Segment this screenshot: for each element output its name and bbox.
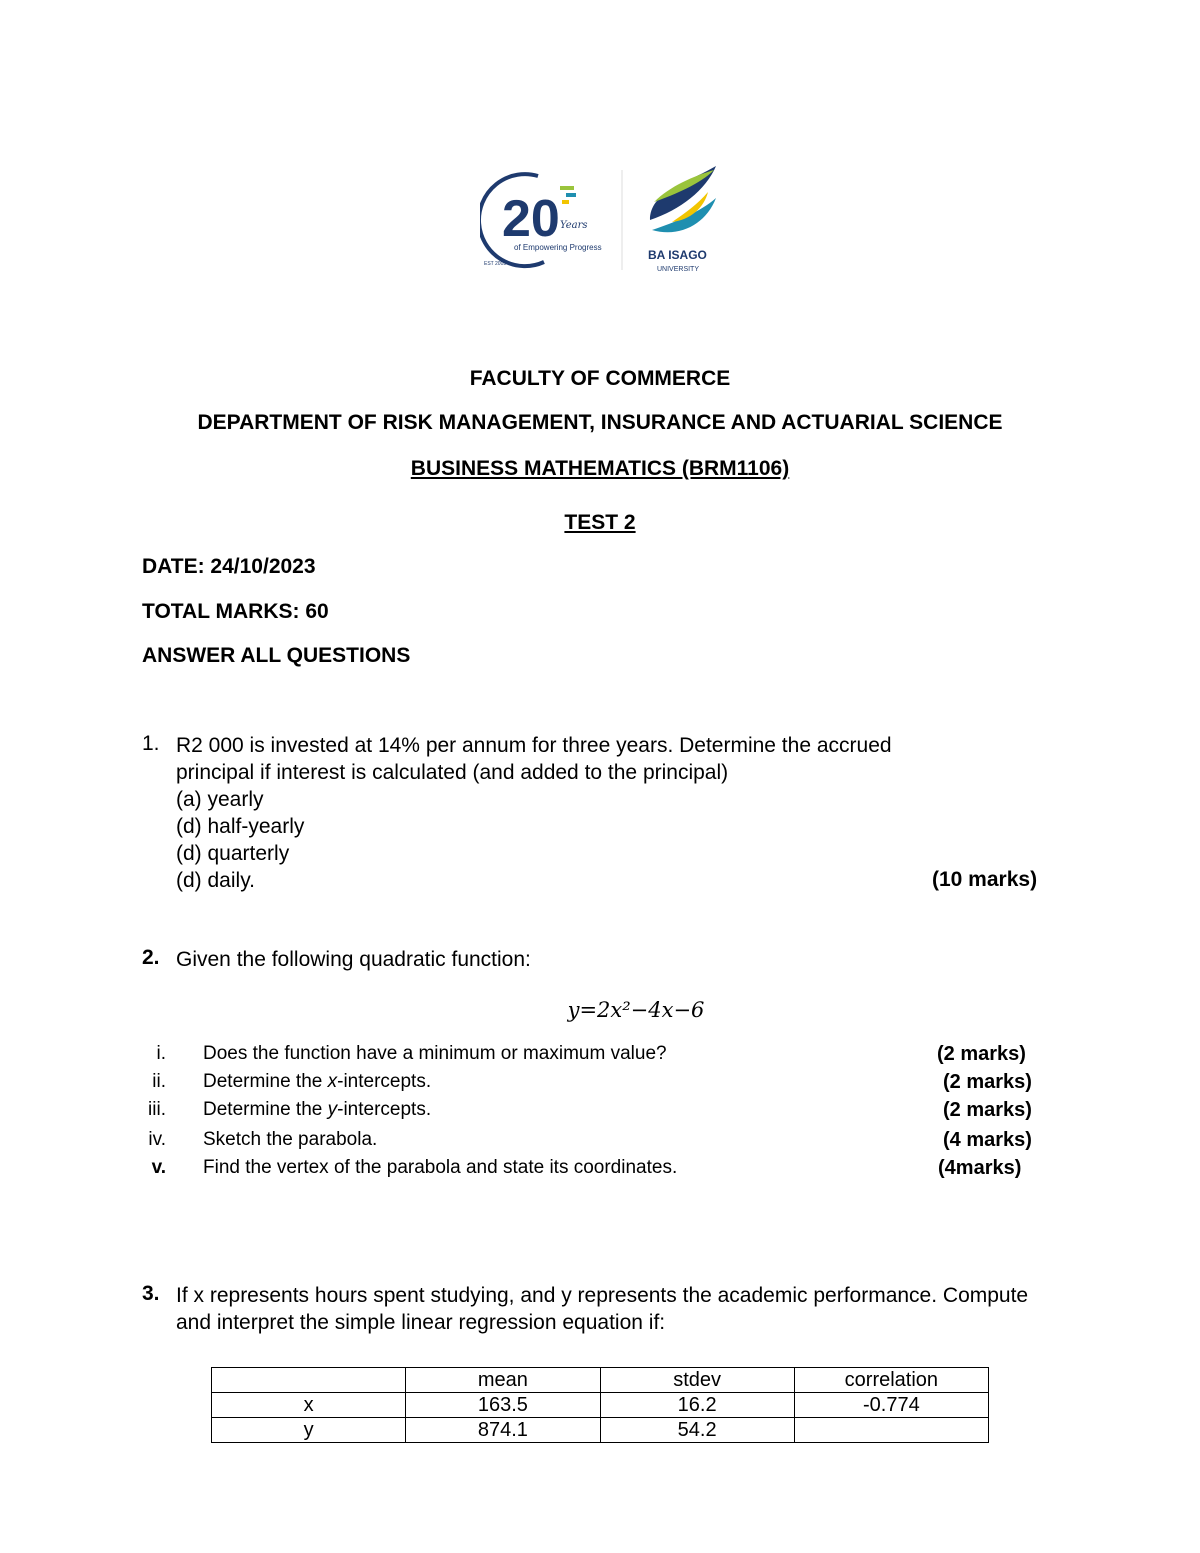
svg-text:Years: Years bbox=[560, 220, 588, 231]
q2-number: 2. bbox=[142, 946, 160, 969]
q2-item-text bbox=[203, 1043, 667, 1065]
quadratic-equation: y=2x²−4x−6 bbox=[567, 998, 705, 1022]
q1-part: (d) daily. bbox=[176, 869, 255, 892]
table-header-row bbox=[212, 1368, 989, 1393]
q1-marks: (10 marks) bbox=[932, 868, 1038, 891]
question-1 bbox=[176, 732, 892, 894]
course-title: BUSINESS MATHEMATICS (BRM1106) bbox=[410, 457, 790, 480]
header-logos bbox=[480, 162, 730, 280]
q2-item-text bbox=[203, 1129, 377, 1151]
ba-isago-logo bbox=[648, 166, 716, 273]
q2-item-numeral: iii. bbox=[148, 1099, 166, 1120]
q2-text: Given the following quadratic function: bbox=[176, 948, 531, 971]
regression-table bbox=[211, 1367, 989, 1443]
q2-item-text-post: -intercepts. bbox=[337, 1071, 432, 1092]
q2-item-numeral: iv. bbox=[148, 1129, 166, 1150]
table-cell: 54.2 bbox=[600, 1418, 794, 1443]
q2-item-text-pre: Does the function have a minimum or maximum value? bbox=[203, 1043, 667, 1064]
q2-item-text-post: -intercepts. bbox=[337, 1099, 432, 1120]
test-title-wrap bbox=[0, 511, 1200, 535]
test-title: TEST 2 bbox=[564, 511, 636, 534]
table-header-cell: correlation bbox=[794, 1368, 988, 1393]
exam-date: DATE: 24/10/2023 bbox=[142, 555, 316, 578]
q2-item-text-pre: Sketch the parabola. bbox=[203, 1129, 378, 1150]
q2-item-marks: (4 marks) bbox=[943, 1129, 1032, 1151]
svg-text:of Empowering Progress: of Empowering Progress bbox=[514, 243, 602, 252]
table-header-cell: stdev bbox=[600, 1368, 794, 1393]
q3-number: 3. bbox=[142, 1282, 160, 1305]
logos-graphic bbox=[480, 162, 730, 280]
q2-item-text bbox=[203, 1071, 431, 1093]
table-cell: 163.5 bbox=[406, 1393, 600, 1418]
table-header-cell bbox=[212, 1368, 406, 1393]
svg-text:UNIVERSITY: UNIVERSITY bbox=[657, 266, 700, 273]
table-cell: 16.2 bbox=[600, 1393, 794, 1418]
q2-item-marks: (2 marks) bbox=[943, 1071, 1032, 1093]
q1-number: 1. bbox=[142, 732, 160, 755]
q1-part: (d) quarterly bbox=[176, 842, 290, 865]
table-cell: 874.1 bbox=[406, 1418, 600, 1443]
svg-text:EST 2003: EST 2003 bbox=[484, 261, 507, 267]
question-3 bbox=[176, 1282, 1028, 1336]
svg-text:20: 20 bbox=[502, 190, 560, 248]
q2-item-text bbox=[203, 1099, 431, 1121]
table-header-cell: mean bbox=[406, 1368, 600, 1393]
q2-item-marks: (2 marks) bbox=[937, 1043, 1026, 1065]
instruction: ANSWER ALL QUESTIONS bbox=[142, 644, 411, 667]
svg-text:BA ISAGO: BA ISAGO bbox=[648, 248, 707, 262]
total-marks: TOTAL MARKS: 60 bbox=[142, 600, 329, 623]
q2-item-var: y bbox=[327, 1099, 338, 1120]
q2-item-text-pre: Determine the bbox=[203, 1071, 328, 1092]
q2-item-text-pre: Determine the bbox=[203, 1099, 328, 1120]
table-row bbox=[212, 1393, 989, 1418]
q3-line1: If x represents hours spent studying, and y represents the academic performance. Compute bbox=[176, 1284, 1029, 1307]
q2-item-marks: (4marks) bbox=[938, 1157, 1022, 1179]
q2-item-marks: (2 marks) bbox=[943, 1099, 1032, 1121]
table-row bbox=[212, 1418, 989, 1443]
q2-item-text bbox=[203, 1157, 677, 1179]
q1-line1: R2 000 is invested at 14% per annum for three years. Determine the accrued bbox=[176, 734, 892, 757]
table-cell: y bbox=[212, 1418, 406, 1443]
q2-item-numeral: i. bbox=[156, 1043, 166, 1064]
q3-line2: and interpret the simple linear regression equation if: bbox=[176, 1311, 666, 1334]
department-title: DEPARTMENT OF RISK MANAGEMENT, INSURANCE AND ACTUARIAL SCIENCE bbox=[197, 411, 1003, 434]
q1-part: (d) half-yearly bbox=[176, 815, 305, 838]
q2-item-numeral: v. bbox=[151, 1157, 166, 1178]
q1-part: (a) yearly bbox=[176, 788, 264, 811]
q2-item-text-pre: Find the vertex of the parabola and state its coordinates. bbox=[203, 1157, 678, 1178]
table-cell: -0.774 bbox=[794, 1393, 988, 1418]
q2-item-numeral: ii. bbox=[152, 1071, 166, 1092]
course-title-wrap bbox=[0, 457, 1200, 481]
q2-item-var: x bbox=[327, 1071, 338, 1092]
table-cell bbox=[794, 1418, 988, 1443]
anniversary-logo bbox=[480, 174, 602, 267]
table-cell: x bbox=[212, 1393, 406, 1418]
q1-line2: principal if interest is calculated (and added to the principal) bbox=[176, 761, 729, 784]
faculty-title: FACULTY OF COMMERCE bbox=[469, 367, 731, 390]
